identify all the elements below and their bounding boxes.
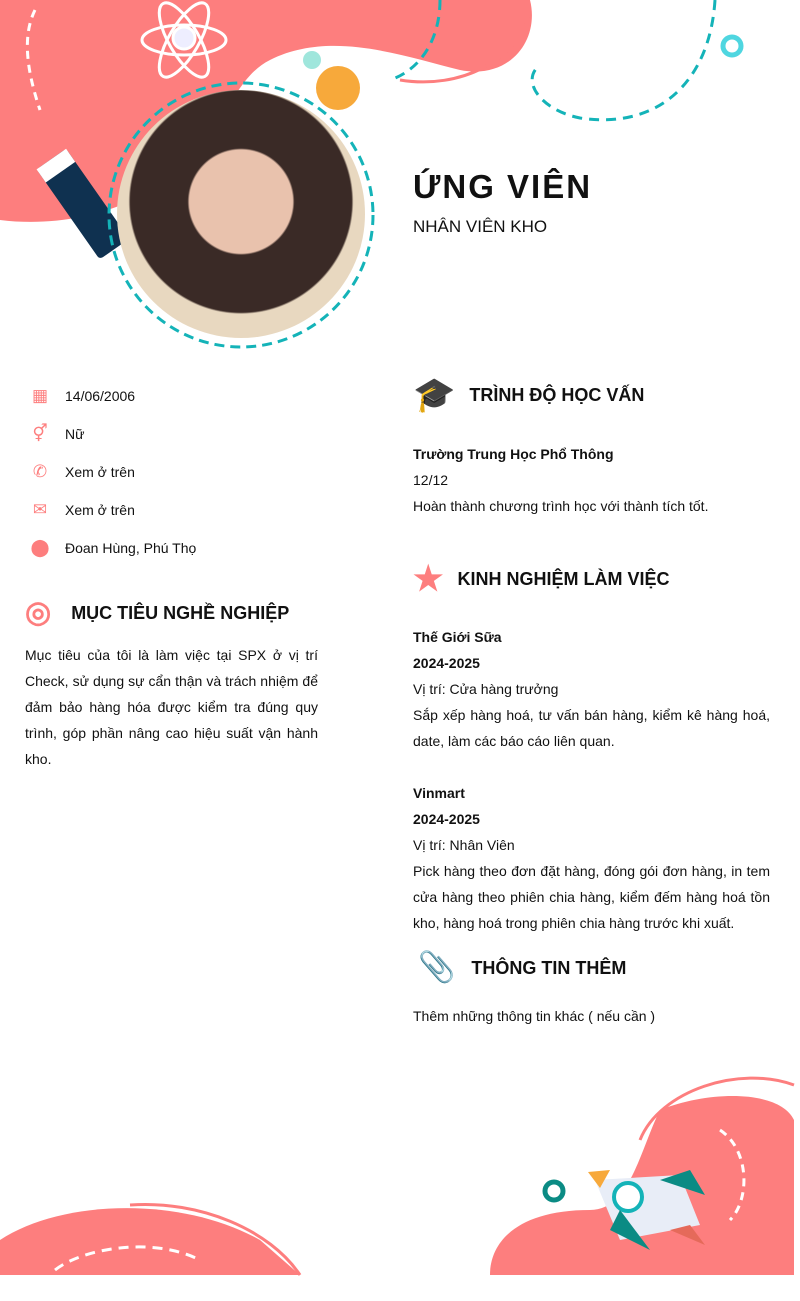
graduation-cap-icon: 🎓 (413, 376, 456, 414)
job-desc: Sắp xếp hàng hoá, tư vấn bán hàng, kiểm kê hàng hoá, date, làm các báo cáo liên quan. (413, 707, 770, 749)
gender-icon: ⚥ (32, 424, 48, 443)
lightbulb-icon (303, 51, 360, 110)
email-icon: ✉ (32, 500, 48, 519)
location-icon: ⬤ (30, 538, 50, 557)
experience-entry (413, 780, 770, 936)
additional-text: Thêm những thông tin khác ( nếu cần ) (413, 1008, 656, 1024)
candidate-position: NHÂN VIÊN KHO (413, 217, 548, 236)
company-name: Thế Giới Sữa (413, 629, 502, 645)
job-period: 2024-2025 (413, 811, 480, 827)
school-name: Trường Trung Học Phổ Thông (413, 446, 614, 462)
candidate-photo (117, 90, 365, 338)
contact-email (30, 500, 135, 520)
phone-value: Xem ở trên (65, 464, 135, 480)
address-value: Đoan Hùng, Phú Thọ (65, 540, 197, 556)
education-entry (413, 441, 773, 519)
job-period: 2024-2025 (413, 655, 480, 671)
dob-value: 14/06/2006 (65, 388, 136, 404)
candidate-name: ỨNG VIÊN (413, 168, 593, 205)
experience-title: KINH NGHIỆM LÀM VIỆC (457, 568, 670, 589)
contact-gender (30, 424, 84, 444)
objective-text: Mục tiêu của tôi là làm việc tại SPX ở vị trí Check, sử dụng sự cẩn thận và trách nhiệm để đảm bảo hàng hóa được kiểm tra đúng quy trình, góp phần nâng cao hiệu suất vận hành kho. (25, 647, 318, 767)
email-value: Xem ở trên (65, 502, 135, 518)
phone-icon: ✆ (32, 462, 48, 481)
gender-value: Nữ (65, 426, 85, 442)
experience-entry (413, 624, 770, 754)
paperclip-icon: 📎 (418, 951, 456, 984)
job-desc: Pick hàng theo đơn đặt hàng, đóng gói đơn hàng, in tem cửa hàng theo phiên chia hàng, kiểm đếm hàng hoá tồn kho, hàng hoá trong phiên chia hàng trước khi xuất. (413, 863, 770, 931)
education-heading (413, 378, 644, 412)
contact-dob (30, 386, 135, 406)
school-desc: Hoàn thành chương trình học với thành tích tốt. (413, 498, 709, 514)
school-grade: 12/12 (413, 472, 449, 488)
star-icon: ★ (413, 560, 444, 598)
job-position: Vị trí: Nhân Viên (413, 837, 515, 853)
experience-heading (413, 562, 670, 596)
job-position: Vị trí: Cửa hàng trưởng (413, 681, 559, 697)
objective-heading (25, 598, 289, 628)
additional-title: THÔNG TIN THÊM (471, 957, 627, 978)
target-icon: ◎ (25, 596, 52, 629)
education-title: TRÌNH ĐỘ HỌC VẤN (469, 384, 645, 405)
contact-phone (30, 462, 135, 482)
calendar-icon: ▦ (31, 386, 49, 405)
company-name: Vinmart (413, 785, 465, 801)
additional-heading (418, 953, 626, 983)
contact-address (30, 538, 196, 558)
objective-title: MỤC TIÊU NGHỀ NGHIỆP (71, 602, 290, 623)
